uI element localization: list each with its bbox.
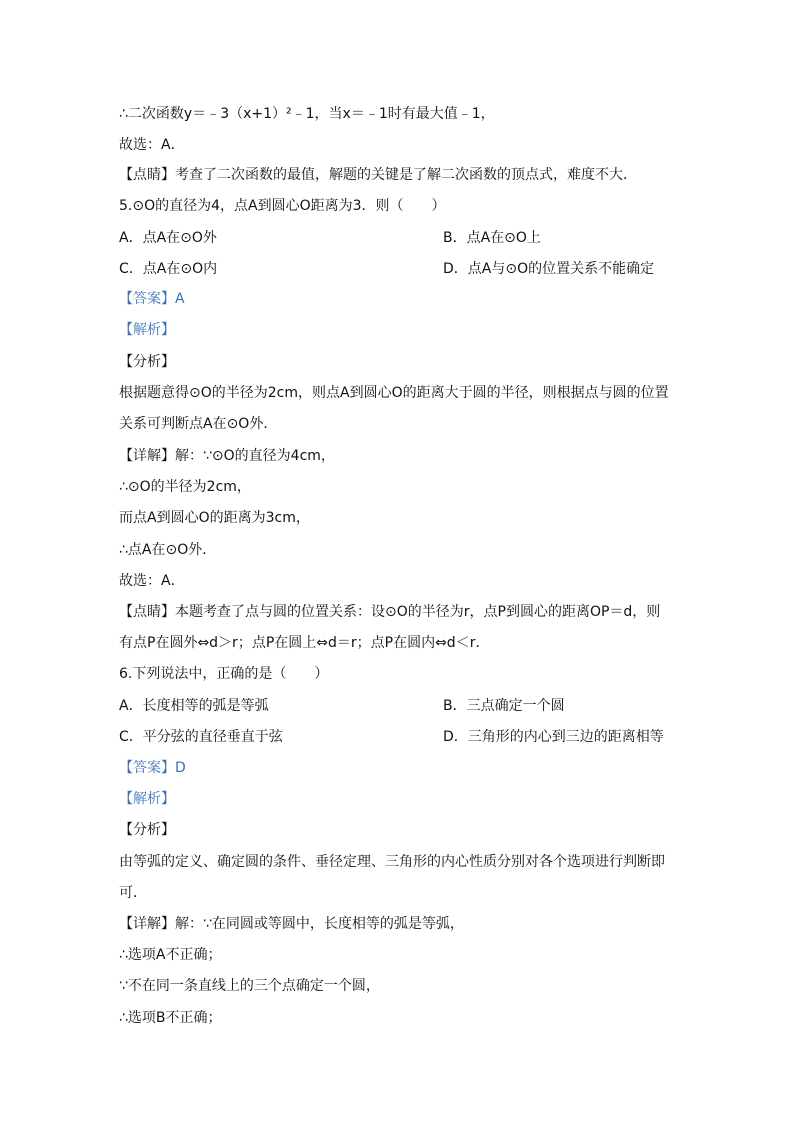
text-line: 有点P在圆外⇔d＞r；点P在圆上⇔d＝r；点P在圆内⇔d＜r．: [119, 635, 490, 651]
q6-analysis-heading: 【解析】: [119, 791, 175, 807]
key-point-line: 【点睛】本题考查了点与圆的位置关系：设⊙O的半径为r，点P到圆心的距离OP＝d，则: [119, 604, 661, 620]
question-5: 5.⊙O的直径为4，点A到圆心O距离为3．则（ ）: [119, 198, 446, 214]
text-line: ∴二次函数y＝﹣3（x+1）²﹣1，当x＝﹣1时有最大值﹣1，: [119, 106, 495, 122]
text-line: ∴点A在⊙O外．: [119, 542, 217, 558]
text-line: 【详解】解：∵⊙O的直径为4cm，: [119, 448, 335, 464]
question-6: 6.下列说法中，正确的是（ ）: [119, 666, 329, 682]
q6-option-d: D．三角形的内心到三边的距离相等: [443, 729, 664, 745]
q5-option-d: D．点A与⊙O的位置关系不能确定: [443, 261, 655, 277]
key-point-line: 【点睛】考查了二次函数的最值，解题的关键是了解二次函数的顶点式，难度不大．: [119, 167, 637, 183]
text-line: ∴选项B不正确；: [119, 1010, 222, 1026]
q5-analysis-heading: 【解析】: [119, 322, 175, 338]
text-line: ∵不在同一条直线上的三个点确定一个圆，: [119, 978, 380, 994]
text-line: 关系可判断点A在⊙O外．: [119, 416, 278, 432]
text-line: ∴选项A不正确；: [119, 947, 222, 963]
text-line: ∴⊙O的半径为2cm，: [119, 479, 251, 495]
q5-option-a: A．点A在⊙O外: [119, 230, 217, 246]
text-line: 故选：A．: [119, 137, 185, 153]
q5-analysis-subheading: 【分析】: [119, 354, 175, 370]
q5-answer: 【答案】A: [119, 291, 185, 307]
q6-option-b: B．三点确定一个圆: [443, 698, 565, 714]
q6-analysis-subheading: 【分析】: [119, 822, 175, 838]
q6-option-a: A．长度相等的弧是等弧: [119, 698, 269, 714]
text-line: 【详解】解：∵在同圆或等圆中，长度相等的弧是等弧，: [119, 916, 464, 932]
text-line: 根据题意得⊙O的半径为2cm，则点A到圆心O的距离大于圆的半径，则根据点与圆的位置: [119, 385, 669, 401]
q5-option-b: B．点A在⊙O上: [443, 230, 541, 246]
text-line: 故选：A．: [119, 573, 185, 589]
q6-option-c: C．平分弦的直径垂直于弦: [119, 729, 283, 745]
q5-option-c: C．点A在⊙O内: [119, 261, 218, 277]
q6-answer: 【答案】D: [119, 760, 186, 776]
text-line: 可．: [119, 885, 147, 901]
text-line: 由等弧的定义、确定圆的条件、垂径定理、三角形的内心性质分别对各个选项进行判断即: [119, 854, 665, 870]
text-line: 而点A到圆心O的距离为3cm，: [119, 510, 310, 526]
